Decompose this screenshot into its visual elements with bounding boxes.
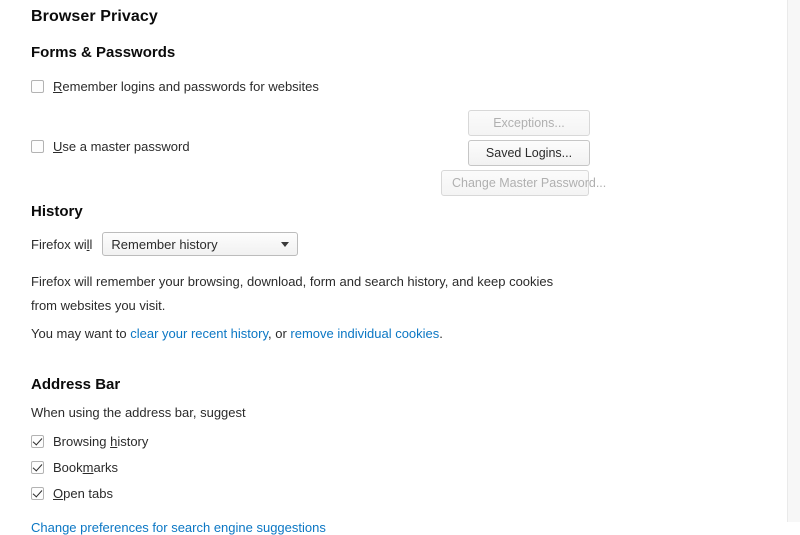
change-master-password-button[interactable]: Change Master Password... xyxy=(441,170,589,196)
chevron-down-icon xyxy=(281,242,289,247)
clear-recent-history-link[interactable]: clear your recent history xyxy=(130,326,269,341)
history-hint-middle: , or xyxy=(268,326,291,341)
suggest-browsing-history-label: Browsing history xyxy=(53,433,149,449)
page-title: Browser Privacy xyxy=(31,8,158,25)
use-master-password-row[interactable] xyxy=(31,133,800,159)
history-section xyxy=(31,203,800,346)
history-mode-row xyxy=(31,232,800,256)
address-bar-suggest-label: When using the address bar, suggest xyxy=(31,405,246,420)
suggest-open-tabs-checkbox[interactable] xyxy=(31,487,44,500)
use-master-password-label: Use a master password xyxy=(53,138,190,154)
suggest-bookmarks-label: Bookmarks xyxy=(53,459,119,475)
history-section-title: History xyxy=(31,203,83,220)
remember-logins-label: Remember logins and passwords for websites xyxy=(53,78,319,94)
search-suggestions-prefs-row xyxy=(31,520,800,535)
history-description: Firefox will remember your browsing, download, form and search history, and keep cookies from websites you visit. xyxy=(31,274,554,313)
firefox-will-label: Firefox will xyxy=(31,236,93,252)
history-hint xyxy=(31,322,571,346)
suggest-browsing-history-checkbox[interactable] xyxy=(31,435,44,448)
suggest-open-tabs-label: Open tabs xyxy=(53,485,113,501)
remove-individual-cookies-link[interactable]: remove individual cookies xyxy=(290,326,440,341)
suggest-bookmarks-row[interactable] xyxy=(31,454,800,480)
use-master-password-checkbox[interactable] xyxy=(31,140,44,153)
forms-and-passwords-section xyxy=(31,44,800,190)
forms-section-title: Forms & Passwords xyxy=(31,44,176,61)
history-hint-suffix: . xyxy=(439,326,443,341)
address-bar-section-title: Address Bar xyxy=(31,376,121,393)
history-mode-selected-value: Remember history xyxy=(111,236,218,252)
exceptions-button[interactable]: Exceptions... xyxy=(468,110,590,136)
remember-logins-checkbox[interactable] xyxy=(31,80,44,93)
history-hint-prefix: You may want to xyxy=(31,326,131,341)
remember-logins-row[interactable] xyxy=(31,73,800,99)
address-bar-section xyxy=(31,376,800,535)
saved-logins-button[interactable]: Saved Logins... xyxy=(468,140,590,166)
history-mode-select[interactable] xyxy=(102,232,298,256)
suggest-open-tabs-row[interactable] xyxy=(31,480,800,506)
change-search-engine-suggestions-link[interactable]: Change preferences for search engine suggestions xyxy=(31,520,326,535)
suggest-browsing-history-row[interactable] xyxy=(31,428,800,454)
suggest-bookmarks-checkbox[interactable] xyxy=(31,461,44,474)
